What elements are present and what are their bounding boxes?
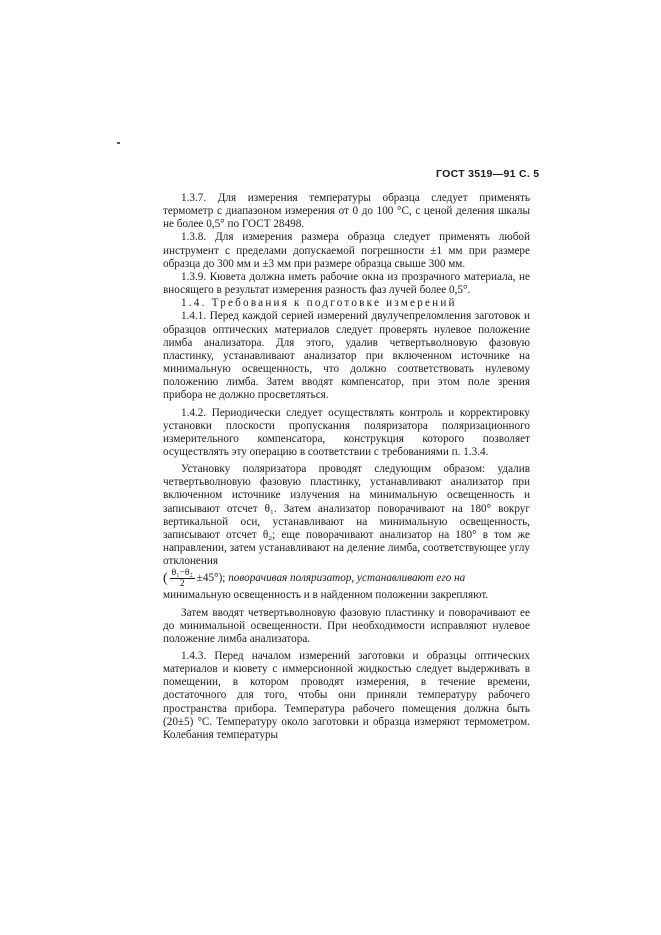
paragraph-insert-plate: Затем вводят четвертьволновую фазовую пластинку и поворачивают ее до минимальной освещенности. При необходимости исправляют нулевое положение лимба анализатора. xyxy=(163,606,530,645)
paragraph-polarizer-setup: Установку поляризатора проводят следующим образом: удалив четвертьволновую фазовую пластинку, устанавливают анализатор при включенном источнике излучения на минимальную освещенность и записывают отсчет θ₁. Затем анализатор поворачивают на 180° вокруг вертикальной оси, устанавливают на минимальную освещенность, записывают отсчет θ₂; еще поворачивают анализатор на 180° в том же направлении, затем устанавливают на деление лимба, соответствующее углу отклонения xyxy=(163,463,530,568)
formula-denominator: 2 xyxy=(179,579,185,590)
formula-line xyxy=(163,568,530,589)
formula-numerator: θ₁−θ₂ xyxy=(171,568,193,579)
page-header: ГОСТ 3519—91 С. 5 xyxy=(436,168,540,180)
paragraph-1-3-9: 1.3.9. Кювета должна иметь рабочие окна из прозрачного материала, не вносящего в результат измерения разность фаз лучей более 0,5°. xyxy=(163,270,530,297)
paragraph-1-3-8: 1.3.8. Для измерения размера образца следует применять любой инструмент с пределами допускаемой погрешности ±1 мм при размере образца до 300 мм и ±3 мм при размере образца свыше 300 мм. xyxy=(163,231,530,270)
paragraph-1-4-1: 1.4.1. Перед каждой серией измерений двулучепреломления заготовок и образцов оптических материалов следует проверять нулевое положение лимба анализатора. Для этого, удалив четвертьволновую фазовую пластинку, устанавливают анализатор при включенном источнике на минимальную освещенность, что должно соответствовать нулевому положению лимба. Затем вводят компенсатор, при этом поле зрения прибора не должно просветляться. xyxy=(163,310,530,402)
formula-close: ±45°); xyxy=(196,572,226,585)
paragraph-1-4-2: 1.4.2. Периодически следует осуществлять контроль и корректировку установки плоскости пропускания поляризатора поляризационного измерительного компенсатора, конструкция которого позволяет осуществлять эту операцию в соответствии с требованиями п. 1.3.4. xyxy=(163,406,530,458)
paragraph-1-4-3: 1.4.3. Перед началом измерений заготовки и образцы оптических материалов и кювету с иммерсионной жидкостью следует выдерживать в помещении, в котором проводят измерения, в течение времени, достаточного для того, чтобы они приняли температуру рабочего пространства прибора. Температура рабочего помещения должна быть (20±5) °С. Температуру около заготовки и образца измеряют термометром. Колебания температуры xyxy=(163,650,530,741)
formula-open-paren: ( xyxy=(163,571,168,587)
formula-tail: поворачивая поляризатор, устанавливают его на xyxy=(228,572,466,585)
document-body xyxy=(163,192,530,742)
section-heading-1-4: 1.4. Требования к подготовке измерений xyxy=(181,297,457,310)
scan-speck xyxy=(117,142,120,144)
paragraph-fix-position: минимальную освещенность и в найденном положении закрепляют. xyxy=(163,589,489,602)
paragraph-1-3-7: 1.3.7. Для измерения температуры образца следует применять термометр с диапазоном измерения от 0 до 100 °С, с ценой деления шкалы не более 0,5° по ГОСТ 28498. xyxy=(163,192,530,231)
formula-fraction xyxy=(170,568,195,589)
